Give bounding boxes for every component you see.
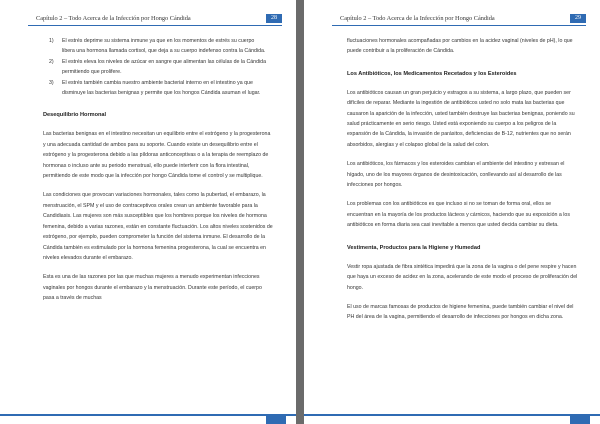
page-footer [304, 414, 600, 424]
page-header [28, 14, 282, 26]
document-page-left [0, 0, 296, 424]
list-text: El estrés deprime su sistema inmune ya que en los momentos de estrés su cuerpo libera una hormona llamada cortisol, que deja a su cuerpo indefenso contra la Cándida. [62, 38, 266, 55]
section-heading: Desequilibrio Hormonal [43, 112, 107, 119]
page-number: 28 [266, 14, 282, 23]
paragraph: Los antibióticos, los fármacos y los esteroides cambian el ambiente del intestino y estresan el hígado, uno de los mayores órganos de desintoxicación, conllevando así al desarrollo de las infecciones por hongos. [347, 161, 565, 189]
header-rule [28, 25, 282, 26]
section-heading: Los Antibióticos, los Medicamentos Recetados y los Esteroides [347, 70, 517, 77]
header-title: Capítulo 2 – Todo Acerca de la Infección por Hongo Cándida [36, 15, 191, 22]
paragraph: Los antibióticos causan un gran perjuicio y estragos a su sistema, a largo plazo, que pueden ser difíciles de reparar. Mediante la ingestión de antibióticos usted no solo mata las bacterias que causaron la aparición de la infección, usted también destruye las bacterias benignas, poniendo su salud prácticamente en serio riesgo. Usted está exponiendo su cuerpo a los peligros de la expansión de la Cándida, la invasión de parásitos, deficiencias de B-12, nutrientes que no serán absorbidos, alergias y el colapso global de la salud del colon. [347, 89, 575, 148]
page-content [43, 36, 274, 313]
section-heading: Vestimenta, Productos para la Higiene y Humedad [347, 244, 481, 251]
paragraph: Vestir ropa ajustada de fibra sintética impedirá que la zona de la vagina o del pene respire y hacen que haya un exceso de acidez en la zona, acelerando de este modo el proceso de proliferación del hongo. [347, 263, 578, 291]
list-item [43, 57, 274, 78]
paragraph: El uso de marcas famosas de productos de higiene femenina, puede también cambiar el nivel del PH del área de la vagina, permitiendo el desarrollo de infecciones por hongos en dicha zona. [347, 303, 574, 321]
numbered-list [43, 36, 274, 98]
list-number: 2) [49, 58, 54, 65]
list-item [43, 36, 274, 57]
page-content [347, 36, 578, 332]
footer-rule [304, 414, 600, 416]
list-number: 1) [49, 38, 54, 44]
footer-tab [570, 416, 590, 424]
header-title: Capítulo 2 – Todo Acerca de la Infección por Hongo Cándida [340, 15, 495, 22]
list-item [43, 78, 274, 99]
page-header [332, 14, 586, 26]
paragraph: Las condiciones que provocan variaciones hormonales, tales como la pubertad, el embarazo, la menstruación, el SPM y el uso de contraceptivos orales crean un ambiente favorable para la Candidiasis. Las mujeres son más susceptibles que los hombres porque los niveles de hormona femenina, debido a varias razones, están en constante fluctuación. Los altos niveles sostenidos de estrógeno, por ejemplo, pueden comprometer la función del sistema inmune. El desarrollo de la Cándida también es estimulado por la hormona femenina progesterona, la cual se encuentra en niveles elevados durante el embarazo. [43, 192, 273, 261]
paragraph: Los problemas con los antibióticos es que incluso si no se toman de forma oral, ellos se encuentran en la mayoría de los productos lácteos y cárnicos, haciendo que su exposición a los antibióticos en forma diaria sea casi inevitable a menos que usted decida cambiar su dieta. [347, 201, 570, 229]
footer-rule [0, 414, 296, 416]
list-text: El estrés también cambia nuestro ambiente bacterial interno en el intestino ya que disminuye las bacterias benignas y permite que los hongos Cándida asuman el lugar. [62, 79, 261, 97]
page-number: 29 [570, 14, 586, 23]
footer-tab [266, 416, 286, 424]
paragraph: Esta es una de las razones por las que muchas mujeres a menudo experimentan infecciones vaginales por hongos durante el embarazo y la menstruación. Durante este período, el cuerpo pasa a través de muchas [43, 274, 262, 302]
list-text: El estrés eleva los niveles de azúcar en sangre que alimentan las células de la Cándida permitiendo que prolifere. [62, 58, 266, 76]
paragraph: fluctuaciones hormonales acompañadas por cambios en la acidez vaginal (niveles de pH), lo que puede contribuir a la proliferación de Cándida. [347, 38, 573, 55]
paragraph: Las bacterias benignas en el intestino necesitan un equilibrio entre el estrógeno y la progesterona y una adecuada cantidad de ambos para su soporte. Cuando existe un desequilibrio entre el estrógeno y la progesterona debido a las píldoras anticonceptivas o a la terapia de reemplazo de hormonas o incluso ante su periodo menstrual, ello puede interferir con la flora intestinal, permitiendo de este modo que la infección por hongo Cándida tome el control y se multiplique. [43, 131, 271, 180]
document-page-right [304, 0, 600, 424]
page-footer [0, 414, 296, 424]
header-rule [332, 25, 586, 26]
list-number: 3) [49, 79, 54, 86]
